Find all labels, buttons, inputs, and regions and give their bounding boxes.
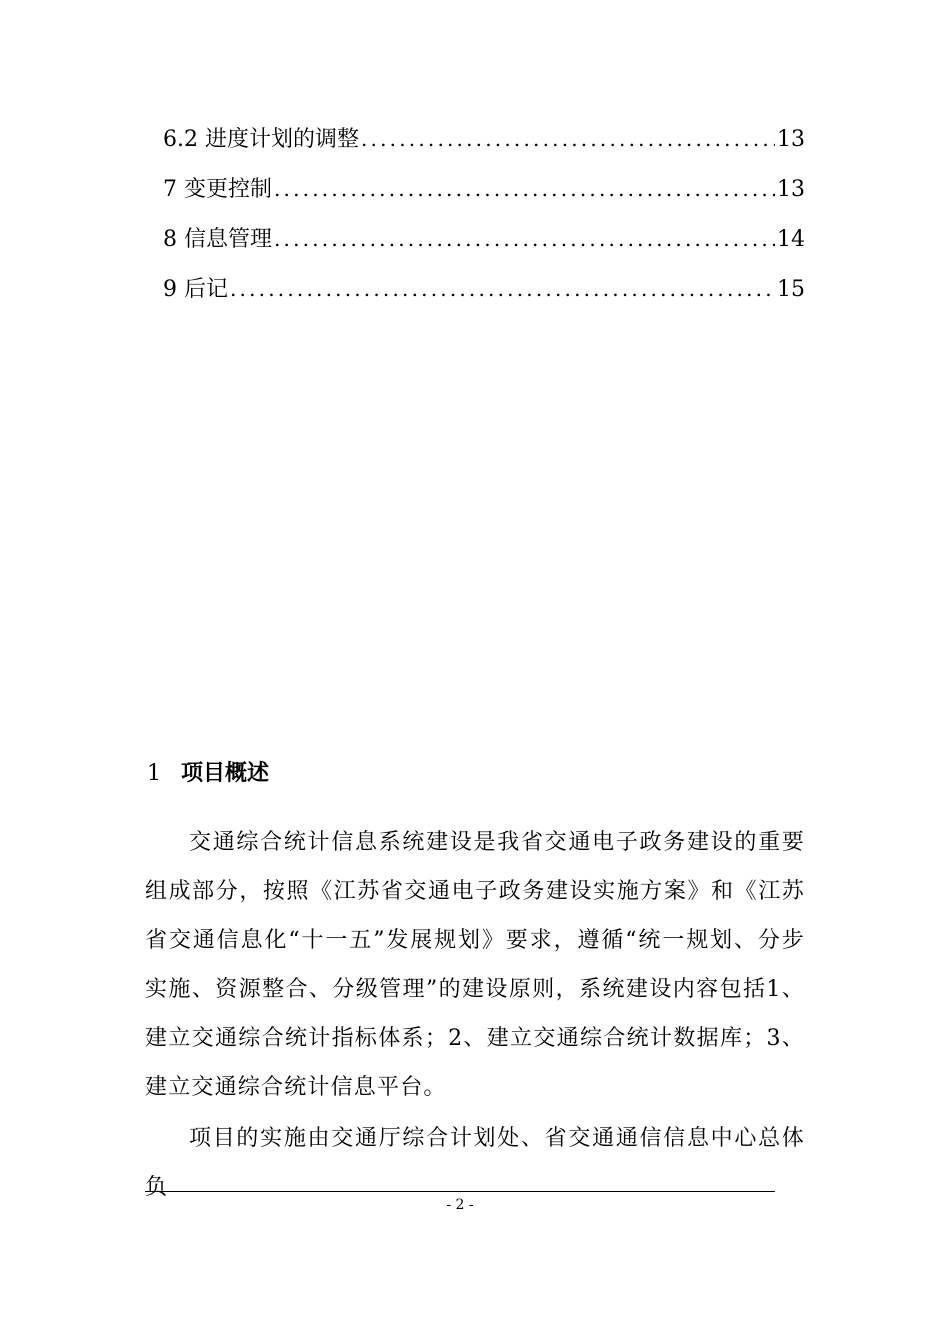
body-paragraph: 项目的实施由交通厅综合计划处、省交通通信信息中心总体负	[145, 1126, 805, 1200]
section-number: 1	[147, 761, 161, 786]
toc-entry[interactable]	[163, 264, 805, 314]
body-paragraph: 交通综合统计信息系统建设是我省交通电子政务建设的重要组成部分，按照《江苏省交通电子政务建设实施方案》和《江苏省交通信息化“十一五”发展规划》要求，遵循“统一规划、分步实施、资源整合、分级管理”的建设原则，系统建设内容包括1、建立交通综合统计指标体系；2、建立交通综合统计数据库；3、建立交通综合统计信息平台。	[145, 830, 805, 1100]
toc-entry-label: 7 变更控制	[163, 177, 272, 202]
page-number: - 2 -	[446, 1197, 474, 1213]
toc-entry-page: 13	[777, 127, 805, 152]
footer-divider	[145, 1191, 775, 1192]
toc-entry[interactable]	[163, 214, 805, 264]
toc-entry-page: 14	[777, 227, 805, 252]
section-heading	[147, 756, 269, 791]
toc-entry-page: 15	[777, 277, 805, 302]
toc-entry-label: 6.2 进度计划的调整	[163, 127, 359, 152]
toc-entry-label: 8 信息管理	[163, 227, 272, 252]
toc-entry-label: 9 后记	[163, 277, 228, 302]
toc-leader-dots	[361, 114, 775, 164]
table-of-contents	[163, 114, 805, 314]
toc-entry-page: 13	[777, 177, 805, 202]
toc-leader-dots	[274, 214, 775, 264]
toc-entry[interactable]	[163, 164, 805, 214]
section-title: 项目概述	[181, 760, 270, 786]
toc-leader-dots	[274, 164, 775, 214]
toc-entry[interactable]	[163, 114, 805, 164]
toc-leader-dots	[230, 264, 775, 314]
